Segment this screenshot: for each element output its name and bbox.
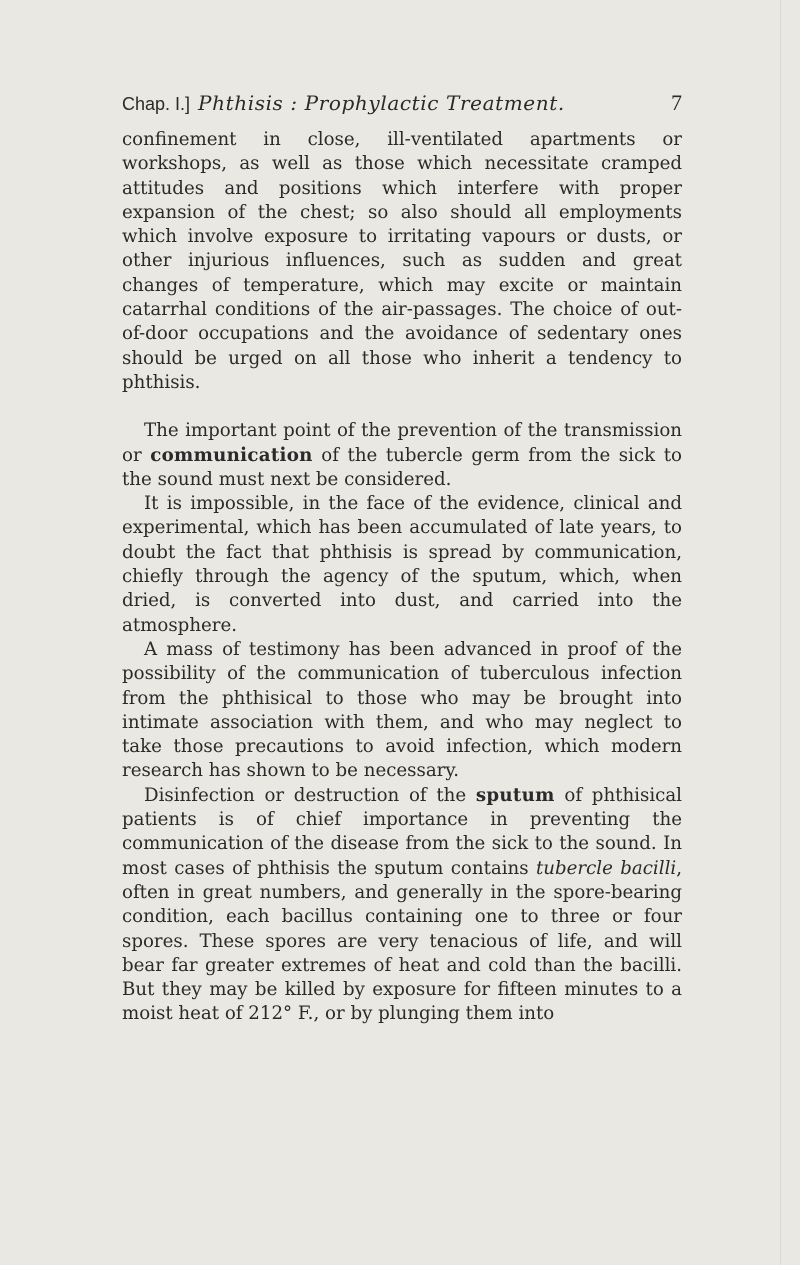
paragraph-2-bold-term: communication <box>150 444 313 466</box>
page-edge-shadow <box>780 0 781 1265</box>
paragraph-5 <box>122 784 682 1027</box>
paragraph-5-italic-term: tubercle bacilli <box>535 857 677 879</box>
page-number: 7 <box>671 90 682 115</box>
paragraph-1: confinement in close, ill-ventilated apartments or workshops, as well as those which necessitate cramped attitudes and positions which interfere with proper expansion of the chest; so also should all employments which involve exposure to irritating vapours or dusts, or other injurious influences, such as sudden and great changes of temperature, which may excite or maintain catarrhal conditions of the air-passages. The choice of out-of-door occupations and the avoidance of sedentary ones should be urged on all those who inherit a tendency to phthisis. <box>122 129 682 393</box>
paragraph-4: A mass of testimony has been advanced in proof of the possibility of the communication of tuberculous infection from the phthisical to those who may be brought into intimate association with them, and who may neglect to take those precautions to avoid infection, which modern research has shown to be necessary. <box>122 638 682 782</box>
running-title: Phthisis : Prophylactic Treatment. <box>198 91 565 115</box>
paragraph-5-text-a: Disinfection or destruction of the <box>144 784 476 806</box>
paragraph-2 <box>122 419 682 492</box>
paragraph-3: It is impossible, in the face of the evidence, clinical and experimental, which has been accumulated of late years, to doubt the fact that phthisis is spread by communication, chiefly through the agency of the sputum, which, when dried, is converted into dust, and carried into the atmosphere. <box>122 493 682 636</box>
paragraph-5-text-c: , often in great numbers, and generally in the spore-bearing condition, each bacillus containing one to three or four spores. These spores are very tenacious of life, and will bear far greater extremes of heat and cold than the bacilli. But they may be killed by exposure for fifteen minutes to a moist heat of 212° F., or by plunging them into <box>122 857 682 1025</box>
book-page <box>122 90 682 1027</box>
chapter-label: Chap. I.] <box>122 94 191 114</box>
paragraph-2-text-a: The important point of the prevention of the transmission or <box>122 420 682 466</box>
paragraph-2-text-b: of the tubercle germ from the sick to the sound must next be considered. <box>122 444 682 490</box>
body-text <box>122 128 682 1027</box>
paragraph-5-text-b: of phthisical patients is of chief importance in preventing the communication of the disease from the sick to the sound. In most cases of phthisis the sputum contains <box>122 784 683 879</box>
paragraph-5-bold-term: sputum <box>475 784 555 806</box>
running-header <box>122 90 682 126</box>
